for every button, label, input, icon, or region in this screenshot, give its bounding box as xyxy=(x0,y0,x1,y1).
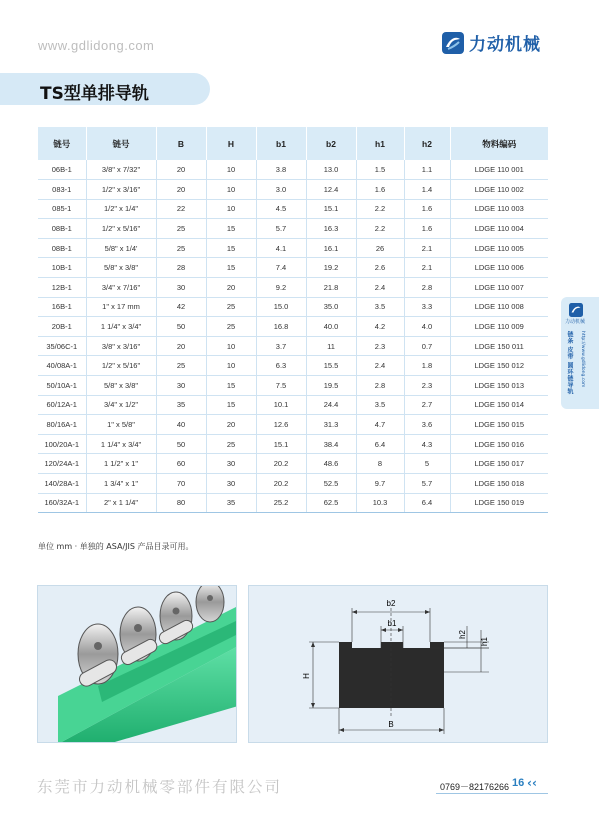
table-cell: 2.7 xyxy=(404,395,450,415)
table-cell: 16B-1 xyxy=(38,297,86,317)
table-cell: 48.6 xyxy=(306,454,356,474)
table-body xyxy=(38,160,548,513)
table-cell: 12.6 xyxy=(256,415,306,435)
table-row xyxy=(38,454,548,474)
table-cell: 1 1/4" x 3/4" xyxy=(86,434,156,454)
table-cell: 1.6 xyxy=(404,219,450,239)
table-cell: 15.1 xyxy=(306,199,356,219)
table-cell: 20 xyxy=(156,180,206,200)
table-cell: LDGE 150 013 xyxy=(450,376,548,396)
table-cell: 30 xyxy=(156,376,206,396)
table-cell: 22 xyxy=(156,199,206,219)
table-cell: 70 xyxy=(156,474,206,494)
table-row xyxy=(38,297,548,317)
table-cell: 20 xyxy=(206,278,256,298)
table-cell: 30 xyxy=(156,278,206,298)
table-cell: 2.1 xyxy=(404,238,450,258)
table-cell: 15.0 xyxy=(256,297,306,317)
table-cell: 80 xyxy=(156,493,206,513)
chevron-left-icon: ‹‹ xyxy=(527,776,537,790)
table-cell: 0.7 xyxy=(404,336,450,356)
table-row xyxy=(38,474,548,494)
table-cell: LDGE 150 016 xyxy=(450,434,548,454)
table-cell: 1.6 xyxy=(404,199,450,219)
table-cell: 08B-1 xyxy=(38,238,86,258)
column-header: 物料编码 xyxy=(450,127,548,160)
table-cell: 38.4 xyxy=(306,434,356,454)
table-cell: LDGE 150 011 xyxy=(450,336,548,356)
table-cell: LDGE 110 004 xyxy=(450,219,548,239)
table-cell: 1/2" x 1/4" xyxy=(86,199,156,219)
label-H: H xyxy=(302,673,311,679)
table-cell: 7.5 xyxy=(256,376,306,396)
table-cell: 3.0 xyxy=(256,180,306,200)
table-cell: 2.1 xyxy=(404,258,450,278)
table-cell: 25 xyxy=(156,238,206,258)
table-cell: 62.5 xyxy=(306,493,356,513)
table-cell: 13.0 xyxy=(306,160,356,180)
table-cell: 30 xyxy=(206,454,256,474)
table-cell: 3/8" x 7/32" xyxy=(86,160,156,180)
table-cell: 2.8 xyxy=(404,278,450,298)
table-row xyxy=(38,278,548,298)
table-cell: 12B-1 xyxy=(38,278,86,298)
side-logo-icon xyxy=(569,303,583,317)
table-cell: 4.2 xyxy=(356,317,404,337)
table-cell: 10 xyxy=(206,356,256,376)
table-cell: 10.3 xyxy=(356,493,404,513)
table-cell: 10 xyxy=(206,160,256,180)
table-cell: 15 xyxy=(206,376,256,396)
label-b1: b1 xyxy=(387,619,397,628)
table-cell: 20.2 xyxy=(256,474,306,494)
table-cell: 5 xyxy=(404,454,450,474)
table-cell: 35 xyxy=(206,493,256,513)
table-cell: 06B-1 xyxy=(38,160,86,180)
table-cell: 19.5 xyxy=(306,376,356,396)
table-cell: 4.0 xyxy=(404,317,450,337)
table-row xyxy=(38,356,548,376)
table-cell: 35 xyxy=(156,395,206,415)
table-cell: 1.6 xyxy=(356,180,404,200)
table-cell: 3.3 xyxy=(404,297,450,317)
table-cell: 2.2 xyxy=(356,219,404,239)
table-cell: 25 xyxy=(206,297,256,317)
table-cell: 3/8" x 3/16" xyxy=(86,336,156,356)
table-cell: 9.2 xyxy=(256,278,306,298)
table-cell: 25 xyxy=(156,219,206,239)
table-cell: 20 xyxy=(156,160,206,180)
table-cell: 20B-1 xyxy=(38,317,86,337)
table-cell: 1.8 xyxy=(404,356,450,376)
label-h1: h1 xyxy=(480,637,489,646)
table-cell: 28 xyxy=(156,258,206,278)
table-cell: 4.7 xyxy=(356,415,404,435)
table-cell: LDGE 150 019 xyxy=(450,493,548,513)
table-cell: 50/10A-1 xyxy=(38,376,86,396)
table-cell: 40/08A-1 xyxy=(38,356,86,376)
table-cell: 5.7 xyxy=(404,474,450,494)
table-row xyxy=(38,336,548,356)
table-cell: 4.3 xyxy=(404,434,450,454)
table-cell: 2.3 xyxy=(404,376,450,396)
brand-logo-icon xyxy=(442,32,464,54)
table-cell: 2.8 xyxy=(356,376,404,396)
table-row xyxy=(38,199,548,219)
table-cell: LDGE 150 017 xyxy=(450,454,548,474)
table-cell: 40 xyxy=(156,415,206,435)
table-cell: 52.5 xyxy=(306,474,356,494)
table-cell: 35.0 xyxy=(306,297,356,317)
table-cell: 9.7 xyxy=(356,474,404,494)
table-cell: 3.6 xyxy=(404,415,450,435)
table-cell: 35/06C-1 xyxy=(38,336,86,356)
table-cell: 08B-1 xyxy=(38,219,86,239)
website-url: www.gdlidong.com xyxy=(38,38,155,53)
table-cell: 2" x 1 1/4" xyxy=(86,493,156,513)
table-cell: LDGE 110 006 xyxy=(450,258,548,278)
table-cell: 3.5 xyxy=(356,395,404,415)
table-cell: 25 xyxy=(206,434,256,454)
column-header: B xyxy=(156,127,206,160)
table-cell: LDGE 110 005 xyxy=(450,238,548,258)
side-text: 链条 皮带 圆环链导轨 xyxy=(566,331,573,395)
table-cell: 2.4 xyxy=(356,356,404,376)
table-cell: 083-1 xyxy=(38,180,86,200)
column-header: h2 xyxy=(404,127,450,160)
table-cell: 2.2 xyxy=(356,199,404,219)
table-cell: 16.3 xyxy=(306,219,356,239)
table-row xyxy=(38,434,548,454)
table-cell: 15 xyxy=(206,395,256,415)
table-cell: 16.1 xyxy=(306,238,356,258)
table-cell: 2.6 xyxy=(356,258,404,278)
table-cell: 4.1 xyxy=(256,238,306,258)
product-photo xyxy=(37,585,237,743)
table-cell: 50 xyxy=(156,434,206,454)
table-cell: 31.3 xyxy=(306,415,356,435)
column-header: 链号 xyxy=(86,127,156,160)
column-header: 链号 xyxy=(38,127,86,160)
table-cell: 15.1 xyxy=(256,434,306,454)
profile-drawing xyxy=(249,586,549,744)
table-cell: 1.4 xyxy=(404,180,450,200)
table-row xyxy=(38,376,548,396)
table-cell: 25.2 xyxy=(256,493,306,513)
table-cell: 8 xyxy=(356,454,404,474)
table-row xyxy=(38,160,548,180)
unit-note: 单位 mm · 单独的 ASA/JIS 产品目录可用。 xyxy=(38,542,194,551)
column-header: b1 xyxy=(256,127,306,160)
table-cell: LDGE 110 008 xyxy=(450,297,548,317)
table-cell: 15 xyxy=(206,219,256,239)
table-row xyxy=(38,238,548,258)
table-cell: 11 xyxy=(306,336,356,356)
table-cell: 6.4 xyxy=(404,493,450,513)
table-cell: 20 xyxy=(156,336,206,356)
table-cell: 30 xyxy=(206,474,256,494)
table-cell: LDGE 150 012 xyxy=(450,356,548,376)
table-cell: 3/4" x 1/2" xyxy=(86,395,156,415)
table-row xyxy=(38,317,548,337)
table-cell: 100/20A-1 xyxy=(38,434,86,454)
table-cell: 5/8" x 1/4' xyxy=(86,238,156,258)
table-cell: 1 3/4" x 1" xyxy=(86,474,156,494)
table-row xyxy=(38,258,548,278)
table-cell: 1 1/2" x 1" xyxy=(86,454,156,474)
table-cell: 1" x 17 mm xyxy=(86,297,156,317)
label-b2: b2 xyxy=(386,599,396,608)
table-cell: 1/2" x 5/16" xyxy=(86,356,156,376)
table-cell: 5/8" x 3/8" xyxy=(86,376,156,396)
table-cell: 10.1 xyxy=(256,395,306,415)
spec-table-wrap xyxy=(38,127,548,513)
table-row xyxy=(38,415,548,435)
table-cell: LDGE 110 007 xyxy=(450,278,548,298)
table-cell: LDGE 110 001 xyxy=(450,160,548,180)
table-cell: 24.4 xyxy=(306,395,356,415)
table-cell: 7.4 xyxy=(256,258,306,278)
table-cell: 1 1/4" x 3/4" xyxy=(86,317,156,337)
table-cell: 26 xyxy=(356,238,404,258)
table-cell: LDGE 110 009 xyxy=(450,317,548,337)
table-cell: 10 xyxy=(206,199,256,219)
footer-divider xyxy=(436,793,548,794)
table-cell: 25 xyxy=(156,356,206,376)
page-number: 16 xyxy=(512,777,525,789)
table-cell: 3.7 xyxy=(256,336,306,356)
table-cell: 160/32A-1 xyxy=(38,493,86,513)
table-header-row xyxy=(38,127,548,160)
side-brand: 力动机械 xyxy=(565,319,586,325)
table-cell: LDGE 150 018 xyxy=(450,474,548,494)
column-header: b2 xyxy=(306,127,356,160)
table-cell: 19.2 xyxy=(306,258,356,278)
brand-name: 力动机械 xyxy=(469,35,541,55)
table-cell: 15 xyxy=(206,258,256,278)
table-cell: 4.5 xyxy=(256,199,306,219)
table-cell: 1" x 5/8" xyxy=(86,415,156,435)
table-cell: 3.5 xyxy=(356,297,404,317)
table-cell: 42 xyxy=(156,297,206,317)
spec-table xyxy=(38,127,548,513)
table-row xyxy=(38,395,548,415)
table-cell: 20.2 xyxy=(256,454,306,474)
table-cell: 5/8" x 3/8" xyxy=(86,258,156,278)
side-tab xyxy=(561,297,599,409)
table-cell: LDGE 150 014 xyxy=(450,395,548,415)
table-cell: 50 xyxy=(156,317,206,337)
table-cell: 1.5 xyxy=(356,160,404,180)
table-cell: 3/4" x 7/16" xyxy=(86,278,156,298)
table-cell: 1.1 xyxy=(404,160,450,180)
column-header: H xyxy=(206,127,256,160)
table-cell: 2.4 xyxy=(356,278,404,298)
footer-phone: 0769－82176266 xyxy=(440,782,510,792)
table-cell: 20 xyxy=(206,415,256,435)
table-cell: LDGE 110 003 xyxy=(450,199,548,219)
table-cell: 80/16A-1 xyxy=(38,415,86,435)
column-header: h1 xyxy=(356,127,404,160)
brand-logo-group xyxy=(442,30,541,55)
table-cell: 120/24A-1 xyxy=(38,454,86,474)
table-cell: 60 xyxy=(156,454,206,474)
table-cell: 60/12A-1 xyxy=(38,395,86,415)
table-cell: 6.3 xyxy=(256,356,306,376)
table-cell: 2.3 xyxy=(356,336,404,356)
chain-guide-illustration xyxy=(38,586,237,743)
table-cell: 21.8 xyxy=(306,278,356,298)
table-cell: 3.8 xyxy=(256,160,306,180)
table-cell: 16.8 xyxy=(256,317,306,337)
table-row xyxy=(38,180,548,200)
profile-diagram xyxy=(248,585,548,743)
table-cell: 1/2" x 3/16" xyxy=(86,180,156,200)
table-row xyxy=(38,219,548,239)
table-cell: 12.4 xyxy=(306,180,356,200)
label-B: B xyxy=(388,720,394,729)
table-cell: 10 xyxy=(206,336,256,356)
page-title: TS型单排导轨 xyxy=(40,84,149,104)
table-cell: 15.5 xyxy=(306,356,356,376)
table-cell: 1/2" x 5/16" xyxy=(86,219,156,239)
table-cell: 6.4 xyxy=(356,434,404,454)
table-cell: 10 xyxy=(206,180,256,200)
table-cell: 085-1 xyxy=(38,199,86,219)
footer-company: 东莞市力动机械零部件有限公司 xyxy=(37,778,283,796)
table-cell: 15 xyxy=(206,238,256,258)
table-cell: 140/28A-1 xyxy=(38,474,86,494)
table-cell: 10B-1 xyxy=(38,258,86,278)
label-h2: h2 xyxy=(458,630,467,639)
table-cell: LDGE 150 015 xyxy=(450,415,548,435)
table-cell: LDGE 110 002 xyxy=(450,180,548,200)
side-url: http://www.gdlidong.com xyxy=(580,331,585,388)
table-cell: 25 xyxy=(206,317,256,337)
table-row xyxy=(38,493,548,513)
table-cell: 5.7 xyxy=(256,219,306,239)
table-cell: 40.0 xyxy=(306,317,356,337)
